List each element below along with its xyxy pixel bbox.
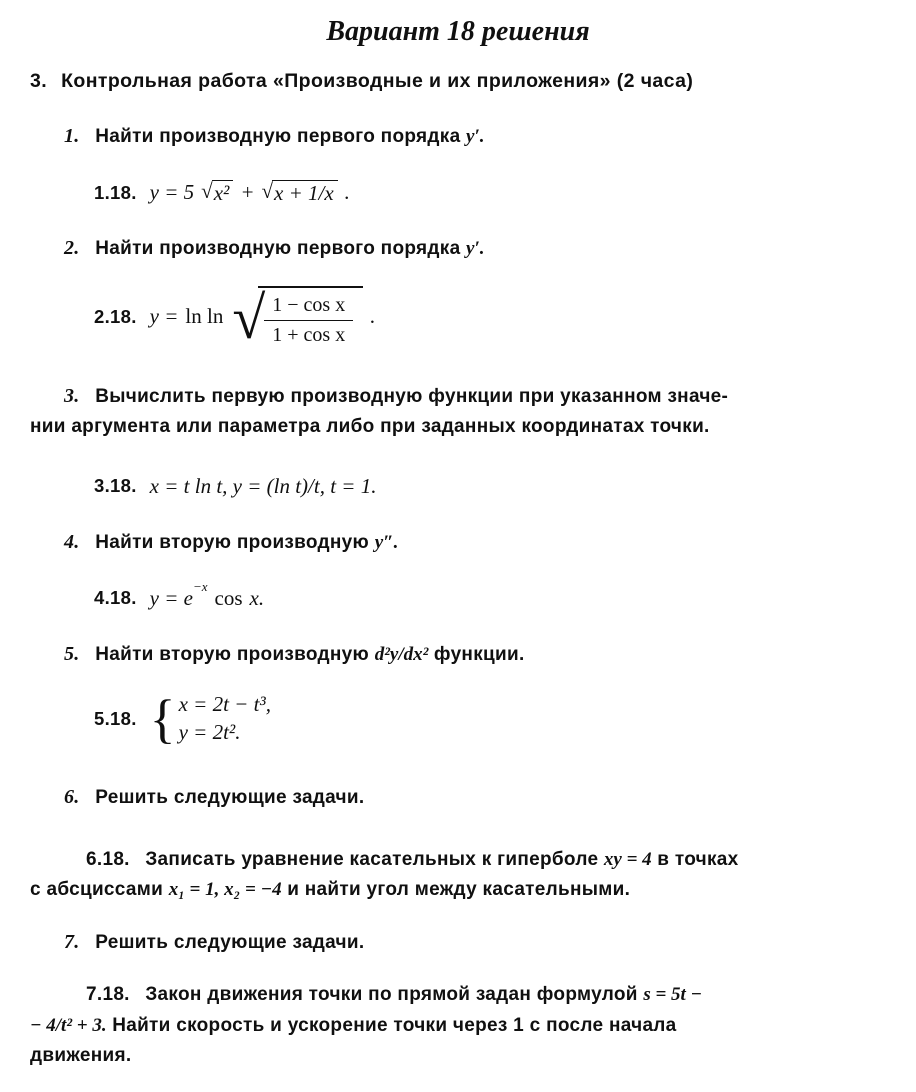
fraction-numerator: 1 − cos x xyxy=(264,294,353,321)
task-7-18-math: s = 5t − xyxy=(643,984,703,1006)
cos-function: cos xyxy=(214,585,243,610)
plus-operator: + xyxy=(240,180,255,205)
square-root xyxy=(201,180,233,205)
problem-4-number: 4. xyxy=(64,530,80,553)
radical-sign-icon: √ xyxy=(232,284,266,351)
problem-5-math: d²y/dx² xyxy=(374,643,429,665)
problem-3-statement xyxy=(30,381,886,441)
problem-7-number: 7. xyxy=(64,931,80,954)
equation-1: x = 2t − t³, xyxy=(178,692,271,717)
problem-1-number: 1. xyxy=(64,125,80,147)
formula-lhs: y = 5 xyxy=(149,180,195,205)
task-4-18-label: 4.18. xyxy=(94,587,137,609)
task-6-18-math: xy = 4 xyxy=(603,848,652,870)
task-1-18-label: 1.18. xyxy=(94,181,137,203)
fraction-denominator: 1 + cos x xyxy=(272,324,346,347)
radicand: x² xyxy=(212,180,234,205)
task-7-18-line-1 xyxy=(86,980,886,1010)
task-6-18-math: x₁ = 1, x₂ = −4 xyxy=(168,878,282,900)
radicand xyxy=(258,286,363,347)
task-6-18-text: в точках xyxy=(657,848,739,870)
section-title: Контрольная работа «Производные и их приложения» (2 часа) xyxy=(61,70,694,92)
problem-1-text: Найти производную первого порядка xyxy=(95,126,461,147)
page-title: Вариант 18 решения xyxy=(326,16,590,47)
task-7-18-text: Найти скорость и ускорение точки через 1 с после начала xyxy=(112,1014,677,1036)
task-3-18-label: 3.18. xyxy=(94,475,137,497)
formula-period: . xyxy=(344,180,350,205)
task-6-18-text: и найти угол между касательными. xyxy=(287,878,631,900)
task-7-18-line-2 xyxy=(30,1011,886,1041)
formula-lhs: y = xyxy=(149,304,179,329)
task-7-18-math: − 4/t² + 3. xyxy=(30,1014,107,1036)
task-2-18-label: 2.18. xyxy=(94,305,137,327)
task-3-18-formula xyxy=(94,474,886,499)
section-number: 3. xyxy=(30,70,48,92)
problem-7-statement xyxy=(64,931,886,954)
problem-1-statement xyxy=(64,125,886,148)
fraction xyxy=(264,294,353,347)
exponent: −x xyxy=(192,578,208,594)
task-2-18-formula xyxy=(94,284,886,351)
problem-5-statement xyxy=(64,643,886,666)
problem-1-math: y′. xyxy=(466,126,485,147)
exponential-term xyxy=(149,578,208,611)
formula-body: x = t ln t, y = (ln t)/t, t = 1. xyxy=(149,473,377,498)
problem-2-math: y′. xyxy=(466,238,485,260)
task-6-18-text: Записать уравнение касательных к гиперболе xyxy=(145,848,599,870)
task-7-18 xyxy=(30,980,886,1071)
task-6-18 xyxy=(30,845,886,906)
formula-period: . xyxy=(370,304,376,329)
task-6-18-line-1 xyxy=(86,845,886,875)
task-6-18-label: 6.18. xyxy=(86,848,130,870)
radical-sign-icon: √ xyxy=(201,179,213,203)
problem-5-number: 5. xyxy=(64,642,80,665)
task-7-18-line-3: движения. xyxy=(30,1045,132,1067)
problem-3-number: 3. xyxy=(64,385,80,408)
problem-3-text-2: нии аргумента или параметра либо при заданных координатах точки. xyxy=(30,416,710,438)
task-5-18-label: 5.18. xyxy=(94,707,137,729)
square-root xyxy=(232,284,363,351)
task-1-18-formula xyxy=(94,180,886,205)
problem-3-text-1: Вычислить первую производную функции при указанном значе- xyxy=(95,386,729,408)
equations xyxy=(179,692,271,745)
task-6-18-line-2 xyxy=(30,875,886,905)
radical-sign-icon: √ xyxy=(261,179,274,203)
section-header xyxy=(30,70,886,93)
system-of-equations xyxy=(149,688,271,749)
problem-6-number: 6. xyxy=(64,785,80,808)
problem-5-text: Найти вторую производную xyxy=(95,643,370,665)
radicand: x + 1/x xyxy=(272,180,338,205)
formula-variable: x. xyxy=(249,585,265,610)
task-7-18-text: Закон движения точки по прямой задан формулой xyxy=(145,984,638,1006)
formula-lhs: y = e xyxy=(149,585,193,610)
square-root xyxy=(261,180,337,205)
task-6-18-text: с абсциссами xyxy=(30,878,164,900)
problem-4-statement xyxy=(64,531,886,554)
problem-2-statement xyxy=(64,237,886,260)
equation-2: y = 2t². xyxy=(178,720,241,745)
task-5-18-formula xyxy=(94,688,886,749)
problem-2-number: 2. xyxy=(64,237,80,260)
brace-icon: { xyxy=(149,688,176,749)
problem-4-text: Найти вторую производную xyxy=(95,531,370,553)
problem-6-text: Решить следующие задачи. xyxy=(95,786,365,808)
problem-4-math: y″. xyxy=(374,531,399,553)
log-functions: ln ln xyxy=(185,304,224,329)
problem-5-text-2: функции. xyxy=(433,643,525,665)
task-4-18-formula xyxy=(94,578,886,611)
problem-2-text: Найти производную первого порядка xyxy=(95,238,461,260)
problem-7-text: Решить следующие задачи. xyxy=(95,932,365,954)
problem-3-line-1 xyxy=(64,381,886,412)
task-7-18-label: 7.18. xyxy=(86,984,130,1006)
problem-6-statement xyxy=(64,786,886,809)
